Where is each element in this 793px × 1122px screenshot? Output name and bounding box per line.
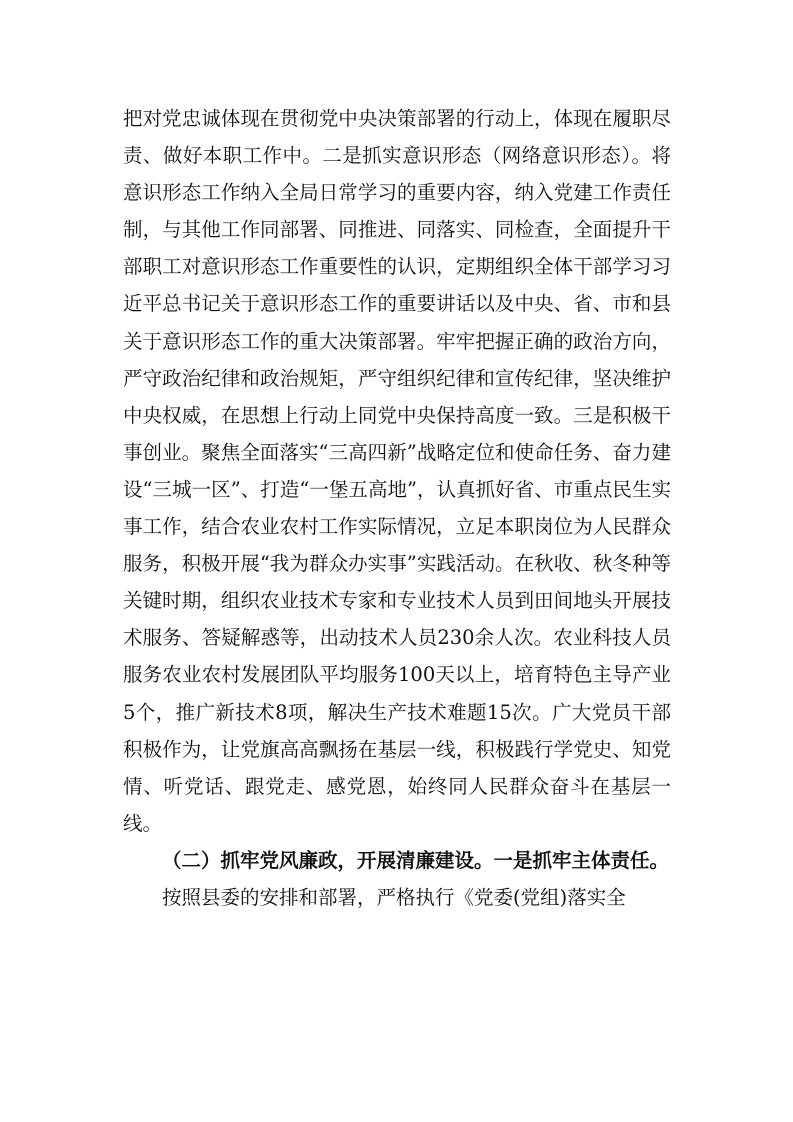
document-body	[123, 100, 671, 916]
section-heading-paragraph: （二）抓牢党风廉政，开展清廉建设。一是抓牢主体责任。	[162, 848, 670, 872]
paragraph-continuation: 把对党忠诚体现在贯彻党中央决策部署的行动上，体现在履职尽责、做好本职工作中。二是抓实意识形态（网络意识形态）。将意识形态工作纳入全局日常学习的重要内容，纳入党建工作责任制，与其他工作同部署、同推进、同落实、同检查，全面提升干部职工对意识形态工作重要性的认识，定期组织全体干部学习习近平总书记关于意识形态工作的重要讲话以及中央、省、市和县关于意识形态工作的重大决策部署。牢牢把握正确的政治方向，严守政治纪律和政治规矩，严守组织纪律和宣传纪律，坚决维护中央权威，在思想上行动上同党中央保持高度一致。三是积极干事创业。聚焦全面落实“三高四新”战略定位和使命任务、奋力建设“三城一区”、打造“一堡五高地”，认真抓好省、市重点民生实事工作，结合农业农村工作实际情况，立足本职岗位为人民群众服务，积极开展“我为群众办实事”实践活动。在秋收、秋冬种等关键时期，组织农业技术专家和专业技术人员到田间地头开展技术服务、答疑解惑等，出动技术人员230余人次。农业科技人员服务农业农村发展团队平均服务100天以上，培育特色主导产业5个，推广新技术8项，解决生产技术难题15次。广大党员干部积极作为，让党旗高高飘扬在基层一线，积极践行学党史、知党情、听党话、跟党走、感党恩，始终同人民群众奋斗在基层一线。	[123, 107, 671, 835]
paragraph-start: 按照县委的安排和部署，严格执行《党委(党组)落实全	[162, 885, 626, 909]
